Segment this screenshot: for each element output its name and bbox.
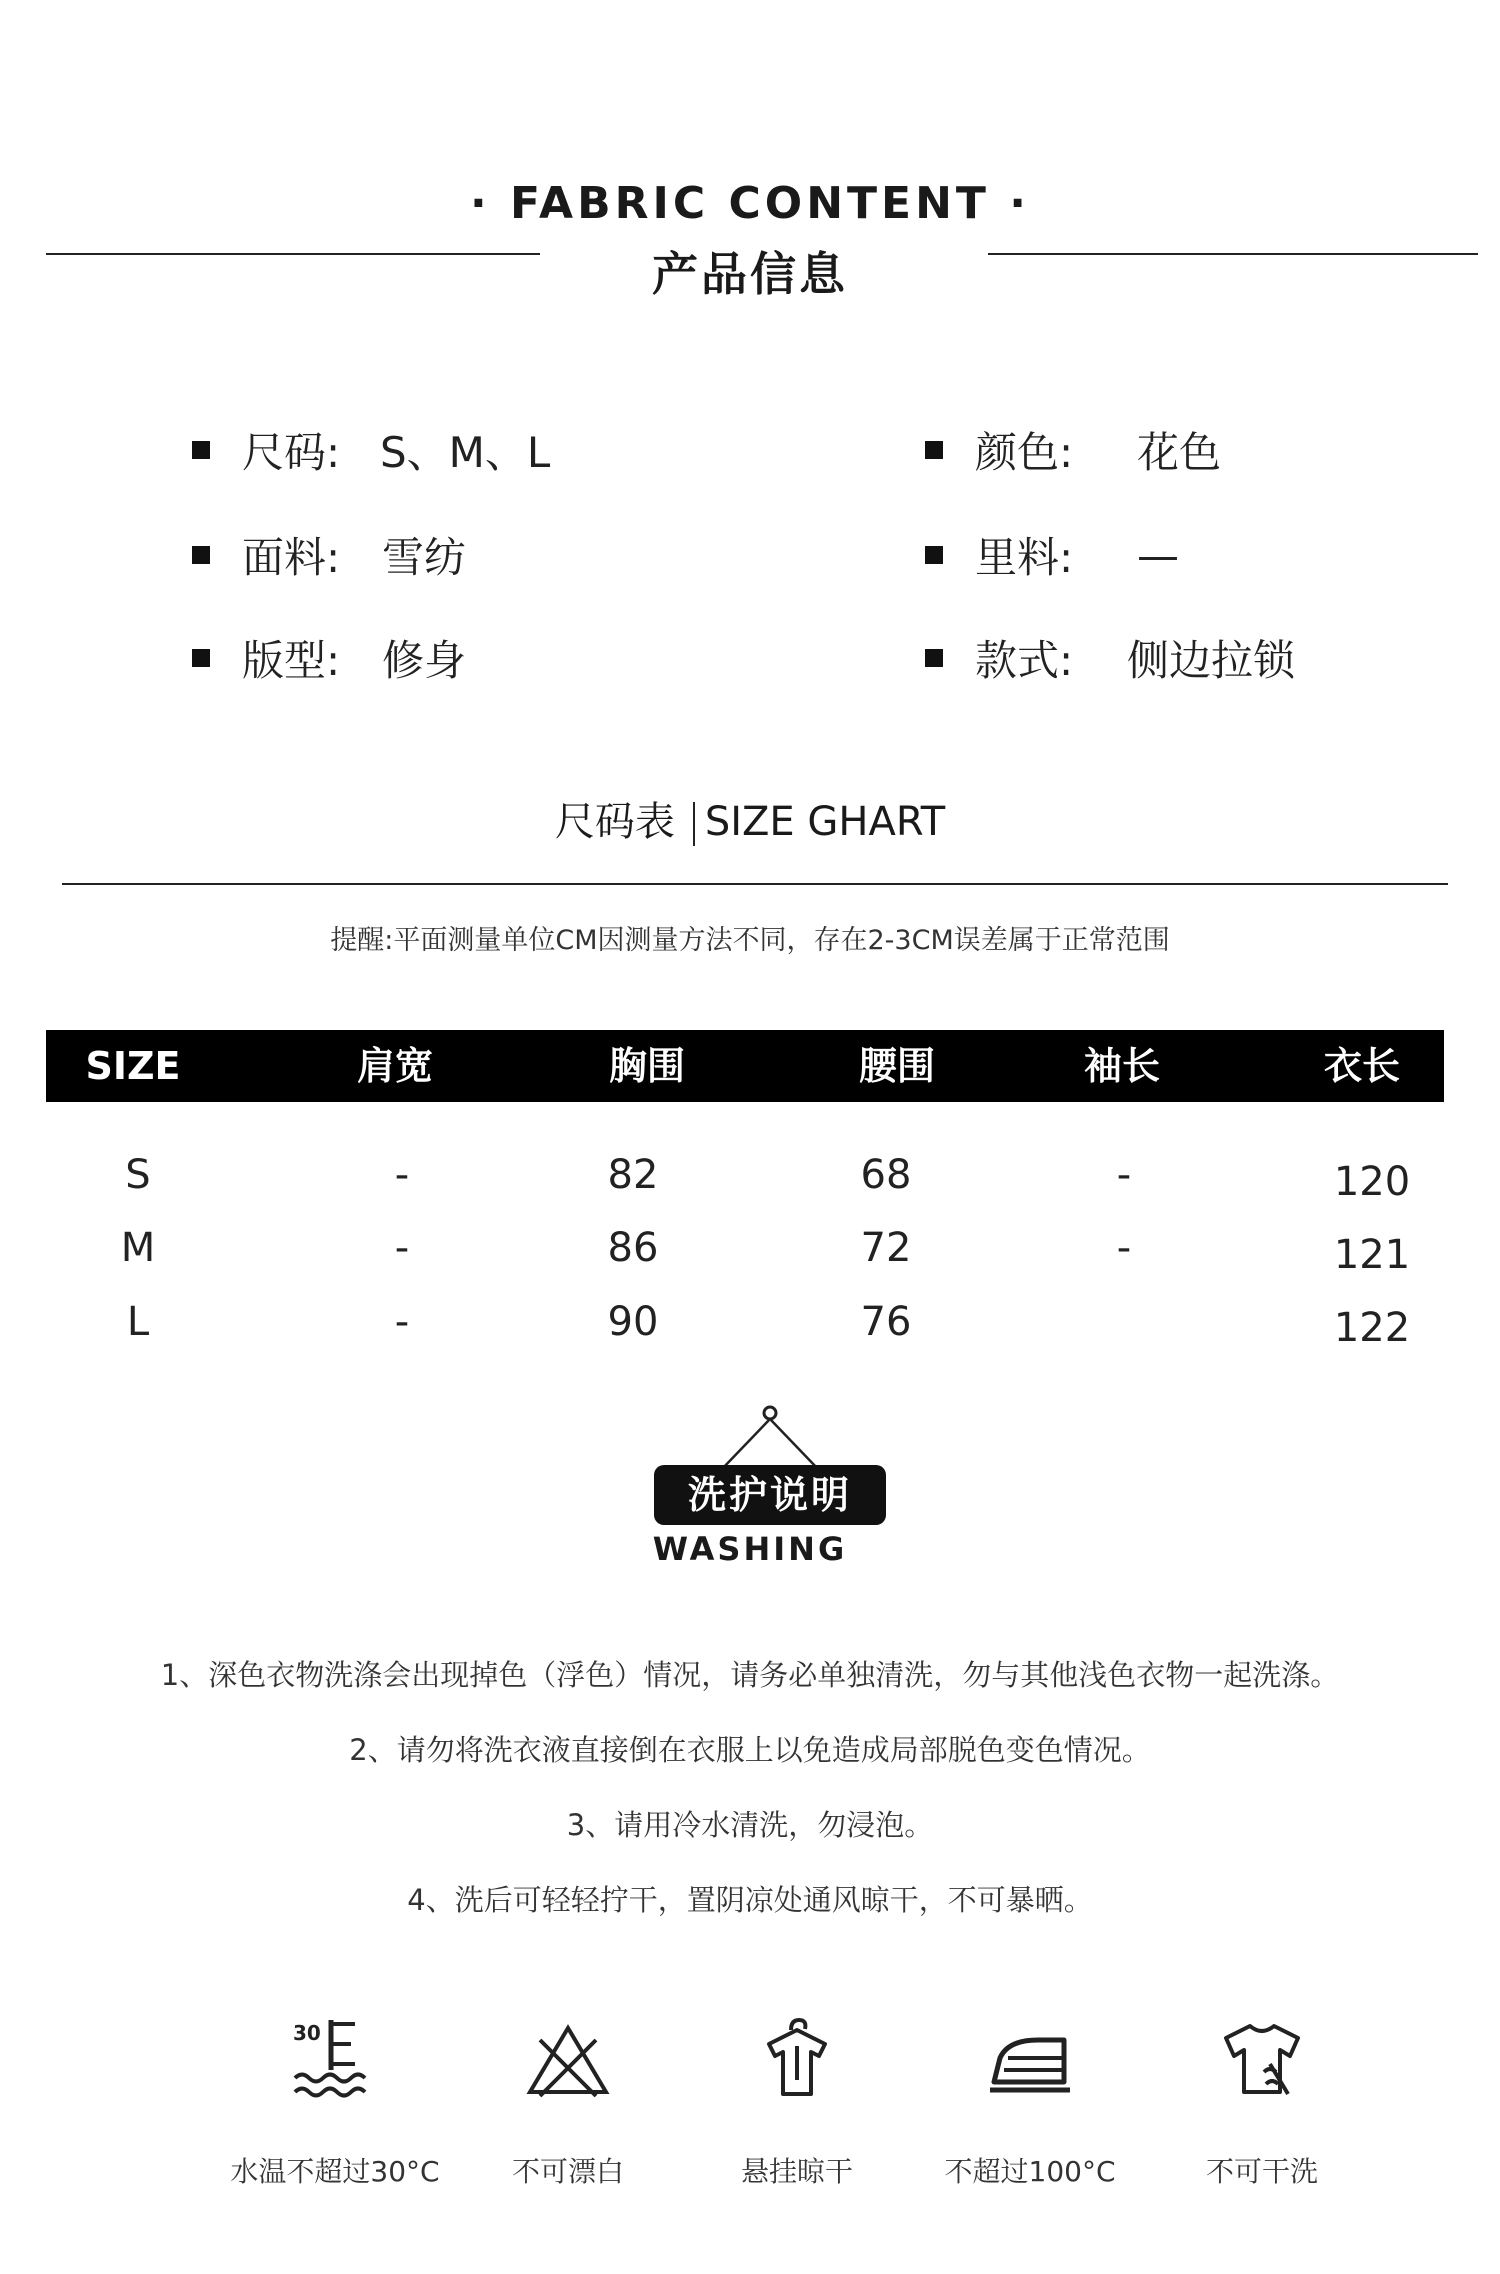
info-size bbox=[192, 420, 692, 480]
info-size-value: S、M、L bbox=[380, 428, 551, 477]
cell-length: 122 bbox=[1333, 1305, 1411, 1351]
bullet-square-icon bbox=[192, 649, 210, 667]
fabric-content-title: · FABRIC CONTENT · bbox=[470, 178, 1030, 229]
info-color-label: 颜色: bbox=[975, 428, 1074, 477]
info-lining-value: — bbox=[1137, 530, 1179, 580]
product-info-title: 产品信息 bbox=[652, 247, 848, 301]
info-style-value: 侧边拉锁 bbox=[1127, 636, 1296, 685]
cell-length: 120 bbox=[1333, 1159, 1411, 1205]
bullet-square-icon bbox=[192, 546, 210, 564]
cell-size: M bbox=[120, 1225, 156, 1271]
size-chart-divider bbox=[62, 883, 1448, 885]
cell-sleeve: - bbox=[1116, 1152, 1132, 1198]
column-header-length: 衣长 bbox=[1323, 1044, 1400, 1088]
info-fit bbox=[192, 628, 692, 688]
info-lining-label: 里料: bbox=[975, 533, 1074, 582]
care-icon-label: 不可干洗 bbox=[1205, 2155, 1318, 2188]
wash-30-icon bbox=[285, 2010, 385, 2110]
cell-bust: 90 bbox=[607, 1299, 659, 1345]
cell-waist: 72 bbox=[860, 1225, 912, 1271]
info-fabric bbox=[192, 525, 692, 585]
washing-badge: 洗护说明 bbox=[654, 1465, 886, 1525]
hang-dry-icon bbox=[747, 2010, 847, 2110]
info-style bbox=[925, 628, 1425, 688]
cell-sleeve: - bbox=[1116, 1225, 1132, 1271]
column-header-bust: 胸围 bbox=[608, 1044, 685, 1088]
size-table-header bbox=[46, 1030, 1444, 1102]
info-style-label: 款式: bbox=[975, 636, 1074, 685]
size-chart-title-en: SIZE GHART bbox=[704, 799, 946, 845]
hanger-icon bbox=[710, 1405, 830, 1471]
cell-size: L bbox=[126, 1299, 150, 1345]
cell-size: S bbox=[125, 1152, 151, 1198]
column-header-size: SIZE bbox=[85, 1044, 181, 1088]
no-bleach-icon bbox=[518, 2010, 618, 2110]
care-icon-label: 不可漂白 bbox=[511, 2155, 624, 2188]
column-header-shoulder: 肩宽 bbox=[356, 1044, 433, 1088]
washing-badge-en: WASHING bbox=[652, 1530, 848, 1568]
cell-bust: 86 bbox=[607, 1225, 659, 1271]
info-lining bbox=[925, 525, 1425, 585]
info-fit-label: 版型: bbox=[242, 636, 341, 685]
info-fit-value: 修身 bbox=[382, 636, 467, 685]
cell-shoulder: - bbox=[394, 1152, 410, 1198]
bullet-square-icon bbox=[925, 546, 943, 564]
care-icon-label: 不超过100°C bbox=[944, 2155, 1116, 2188]
size-chart-title-cn: 尺码表 bbox=[554, 799, 675, 845]
iron-icon bbox=[980, 2010, 1080, 2110]
info-color bbox=[925, 420, 1425, 480]
care-icon-label: 悬挂晾干 bbox=[740, 2155, 853, 2188]
cell-bust: 82 bbox=[607, 1152, 659, 1198]
cell-shoulder: - bbox=[394, 1299, 410, 1345]
info-fabric-value: 雪纺 bbox=[382, 533, 467, 582]
bullet-square-icon bbox=[925, 441, 943, 459]
info-fabric-label: 面料: bbox=[242, 533, 341, 582]
care-instruction-1: 1、深色衣物洗涤会出现掉色（浮色）情况，请务必单独清洗，勿与其他浅色衣物一起洗涤。 bbox=[160, 1658, 1340, 1692]
care-instruction-3: 3、请用冷水清洗，勿浸泡。 bbox=[566, 1808, 934, 1842]
info-size-label: 尺码: bbox=[242, 428, 341, 477]
bullet-square-icon bbox=[192, 441, 210, 459]
cell-waist: 76 bbox=[860, 1299, 912, 1345]
column-header-sleeve: 袖长 bbox=[1083, 1044, 1160, 1088]
title-separator bbox=[693, 802, 695, 846]
cell-length: 121 bbox=[1333, 1232, 1411, 1278]
care-instruction-2: 2、请勿将洗衣液直接倒在衣服上以免造成局部脱色变色情况。 bbox=[349, 1733, 1151, 1767]
cell-sleeve bbox=[1034, 1297, 1214, 1347]
info-color-value: 花色 bbox=[1137, 428, 1222, 477]
column-header-waist: 腰围 bbox=[858, 1044, 935, 1088]
measurement-notice: 提醒:平面测量单位CM因测量方法不同，存在2-3CM误差属于正常范围 bbox=[330, 925, 1170, 956]
size-chart-title bbox=[0, 790, 1500, 847]
cell-shoulder: - bbox=[394, 1225, 410, 1271]
wash-temp-text: 30 bbox=[293, 2021, 321, 2045]
no-dry-clean-icon bbox=[1212, 2010, 1312, 2110]
care-icon-label: 水温不超过30°C bbox=[230, 2155, 440, 2188]
care-instruction-4: 4、洗后可轻轻拧干，置阴凉处通风晾干，不可暴晒。 bbox=[407, 1883, 1093, 1917]
bullet-square-icon bbox=[925, 649, 943, 667]
cell-waist: 68 bbox=[860, 1152, 912, 1198]
